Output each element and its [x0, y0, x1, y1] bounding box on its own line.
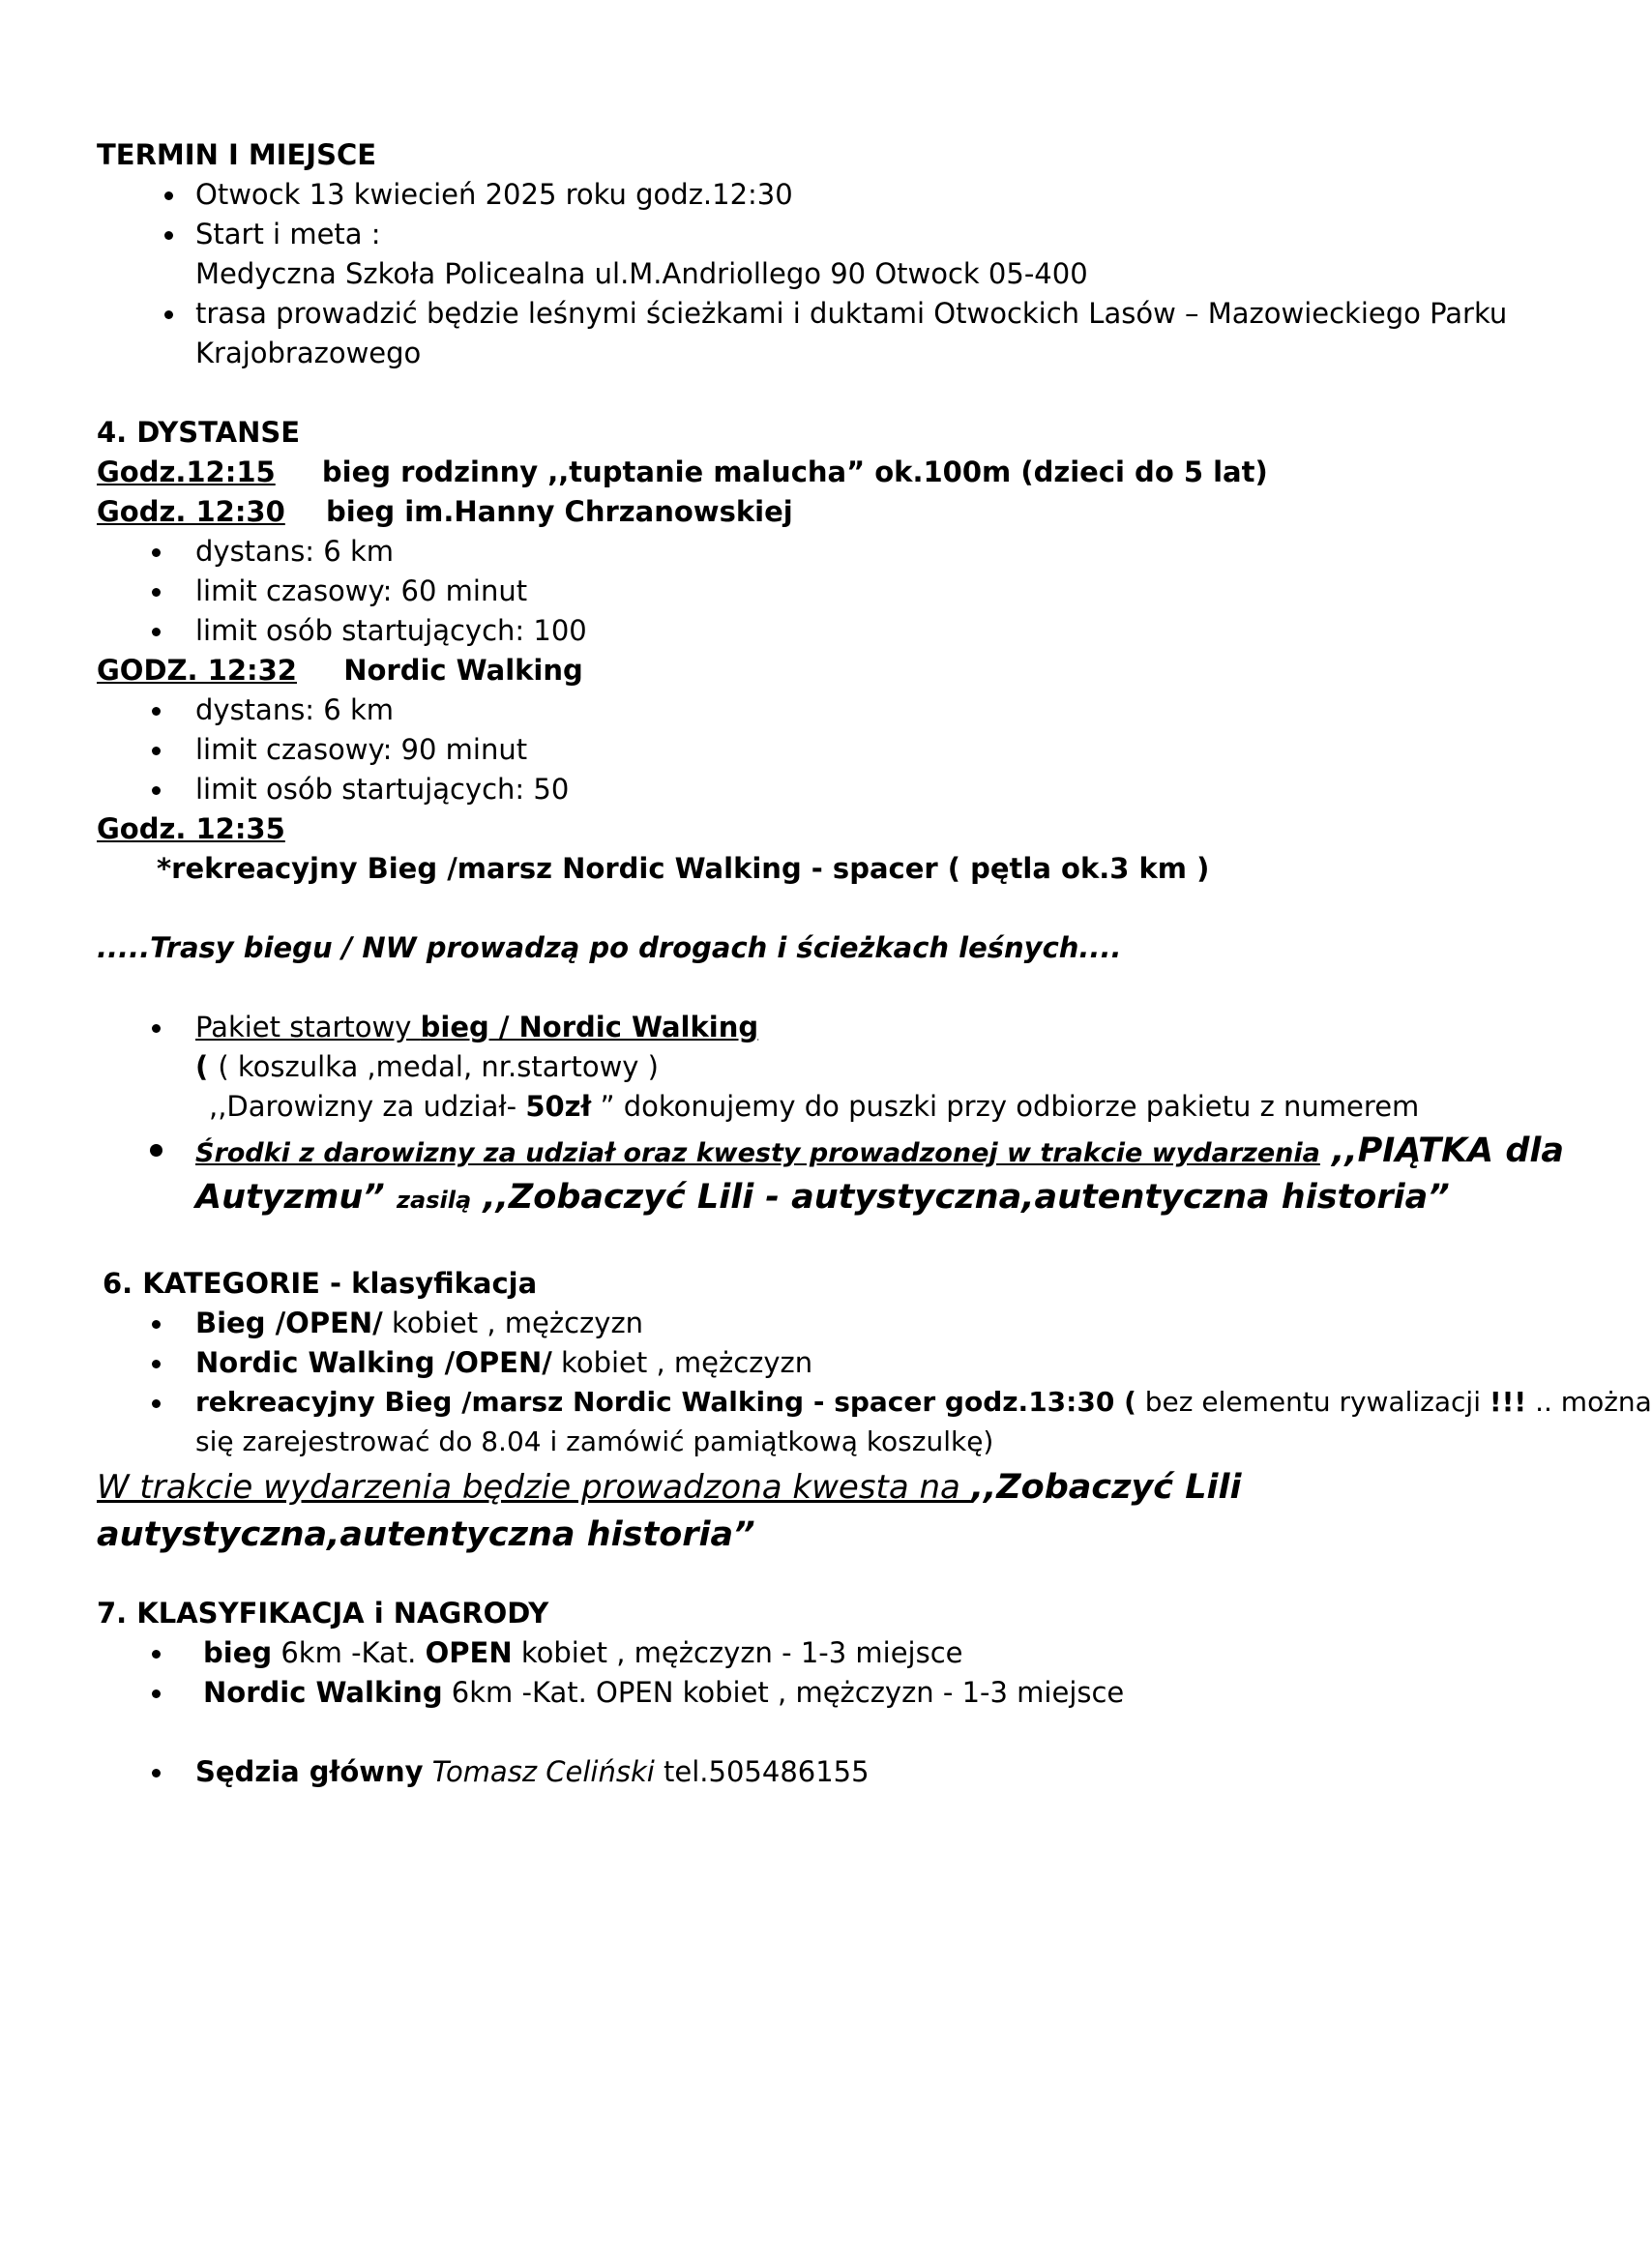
bullet-icon: [150, 1144, 162, 1157]
bullet-icon: [152, 1024, 161, 1033]
category-name: rekreacyjny Bieg /marsz Nordic Walking - spacer godz.13:30 (: [195, 1386, 1136, 1418]
category-item: [195, 1385, 1652, 1420]
start-package-items: ( koszulka ,medal, nr.startowy ): [218, 1050, 659, 1083]
distance-row: [97, 653, 583, 688]
bullet-icon: [152, 1769, 161, 1777]
category-name: Bieg /OPEN/: [195, 1307, 383, 1339]
category-item: [195, 1345, 812, 1380]
donation-text-a: ,,Darowizny za udział-: [209, 1090, 526, 1123]
award-category: OPEN: [425, 1636, 513, 1669]
start-package-type: bieg / Nordic Walking: [420, 1011, 759, 1043]
judge-phone: tel.505486155: [654, 1755, 870, 1788]
section-heading-nagrody: 7. KLASYFIKACJA i NAGRODY: [97, 1597, 549, 1630]
category-gender: kobiet , mężczyzn: [551, 1346, 813, 1379]
bullet-icon: [164, 310, 173, 319]
list-item: trasa prowadzić będzie leśnymi ścieżkami i duktami Otwockich Lasów – Mazowieckiego Parku: [195, 297, 1508, 330]
award-item: [203, 1675, 1124, 1710]
distance-description: bieg im.Hanny Chrzanowskiej: [326, 495, 793, 528]
distance-row: [97, 494, 793, 529]
list-item: dystans: 6 km: [195, 535, 395, 568]
list-item: limit czasowy: 60 minut: [195, 574, 528, 607]
bullet-icon: [164, 191, 173, 200]
bullet-icon: [152, 1360, 161, 1368]
donation-text-c: ” dokonujemy do puszki przy odbiorze pakietu z numerem: [591, 1090, 1420, 1123]
award-text: 6km -Kat. OPEN kobiet , mężczyzn - 1-3 miejsce: [442, 1676, 1125, 1709]
funds-note-text: Środki z darowizny za udział oraz kwesty prowadzonej w trakcie wydarzenia: [195, 1138, 1320, 1168]
award-discipline: bieg: [203, 1636, 273, 1669]
bullet-icon: [152, 1320, 161, 1329]
collection-note: [97, 1466, 1242, 1509]
distance-description: Nordic Walking: [343, 654, 583, 687]
category-note: bez elementu rywalizacji: [1136, 1386, 1490, 1418]
time-label: Godz. 12:35: [97, 812, 285, 845]
donation-amount: 50zł: [525, 1090, 592, 1123]
list-item: limit czasowy: 90 minut: [195, 733, 528, 766]
route-note: .....Trasy biegu / NW prowadzą po drogach i ścieżkach leśnych....: [97, 931, 1122, 964]
judge-label: Sędzia główny: [195, 1755, 424, 1788]
bullet-icon: [152, 707, 161, 716]
funds-campaign-name: ,,PIĄTKA dla: [1319, 1131, 1565, 1170]
donation-text: [209, 1089, 1419, 1124]
collection-note-text: W trakcie wydarzenia będzie prowadzona kwesta na: [97, 1468, 971, 1507]
list-item-continuation: Krajobrazowego: [195, 337, 422, 369]
list-item: limit osób startujących: 100: [195, 614, 587, 647]
start-package-label: [195, 1010, 758, 1044]
distance-row: [97, 455, 1268, 489]
collection-beneficiary-cont: autystyczna,autentyczna historia”: [97, 1515, 755, 1554]
funds-note: [195, 1130, 1564, 1175]
category-note-tail: .. można: [1526, 1386, 1652, 1418]
exclamation: !!!: [1489, 1386, 1527, 1418]
start-package-contents: ( ( koszulka ,medal, nr.startowy ): [195, 1050, 659, 1083]
bullet-icon: [152, 588, 161, 597]
award-text-tail: kobiet , mężczyzn - 1-3 miejsce: [512, 1636, 963, 1669]
bullet-icon: [152, 1689, 161, 1698]
bullet-icon: [164, 231, 173, 240]
bullet-icon: [152, 628, 161, 636]
bullet-icon: [152, 747, 161, 755]
funds-verb: zasilą: [397, 1187, 472, 1214]
category-name: Nordic Walking /OPEN/: [195, 1346, 552, 1379]
section-heading-termin: TERMIN I MIEJSCE: [97, 138, 377, 171]
collection-beneficiary: ,,Zobaczyć Lili: [970, 1468, 1242, 1507]
funds-beneficiary: ,,Zobaczyć Lili - autystyczna,autentyczna historia”: [471, 1178, 1450, 1217]
list-item: Otwock 13 kwiecień 2025 roku godz.12:30: [195, 178, 793, 211]
award-item: [203, 1635, 963, 1670]
list-item: dystans: 6 km: [195, 693, 395, 726]
judge-name: Tomasz Celiński: [423, 1755, 655, 1788]
bullet-icon: [152, 1399, 161, 1408]
judge-item: [195, 1754, 870, 1789]
bullet-icon: [152, 786, 161, 795]
time-label: Godz.12:15: [97, 455, 276, 488]
category-item: [195, 1306, 643, 1340]
start-package-text: Pakiet startowy: [195, 1011, 421, 1043]
time-label: GODZ. 12:32: [97, 654, 297, 687]
bullet-icon: [152, 1650, 161, 1659]
funds-campaign-name-cont: Autyzmu”: [195, 1178, 398, 1217]
address-text: Medyczna Szkoła Policealna ul.M.Andriollego 90 Otwock 05-400: [195, 257, 1088, 290]
time-label: Godz. 12:30: [97, 495, 285, 528]
distance-description: bieg rodzinny ,,tuptanie malucha” ok.100m (dzieci do 5 lat): [321, 455, 1268, 488]
funds-note-continuation: [195, 1176, 1450, 1221]
category-item-continuation: się zarejestrować do 8.04 i zamówić pamiątkową koszulkę): [195, 1425, 994, 1457]
list-item: Start i meta :: [195, 218, 381, 250]
list-item: limit osób startujących: 50: [195, 773, 570, 806]
bullet-icon: [152, 548, 161, 557]
section-heading-dystanse: 4. DYSTANSE: [97, 416, 301, 449]
category-gender: kobiet , mężczyzn: [382, 1307, 644, 1339]
award-discipline: Nordic Walking: [203, 1676, 443, 1709]
award-text: 6km -Kat.: [272, 1636, 426, 1669]
section-heading-kategorie: 6. KATEGORIE - klasyfikacja: [103, 1267, 538, 1300]
distance-description: *rekreacyjny Bieg /marsz Nordic Walking - spacer ( pętla ok.3 km ): [157, 852, 1210, 885]
